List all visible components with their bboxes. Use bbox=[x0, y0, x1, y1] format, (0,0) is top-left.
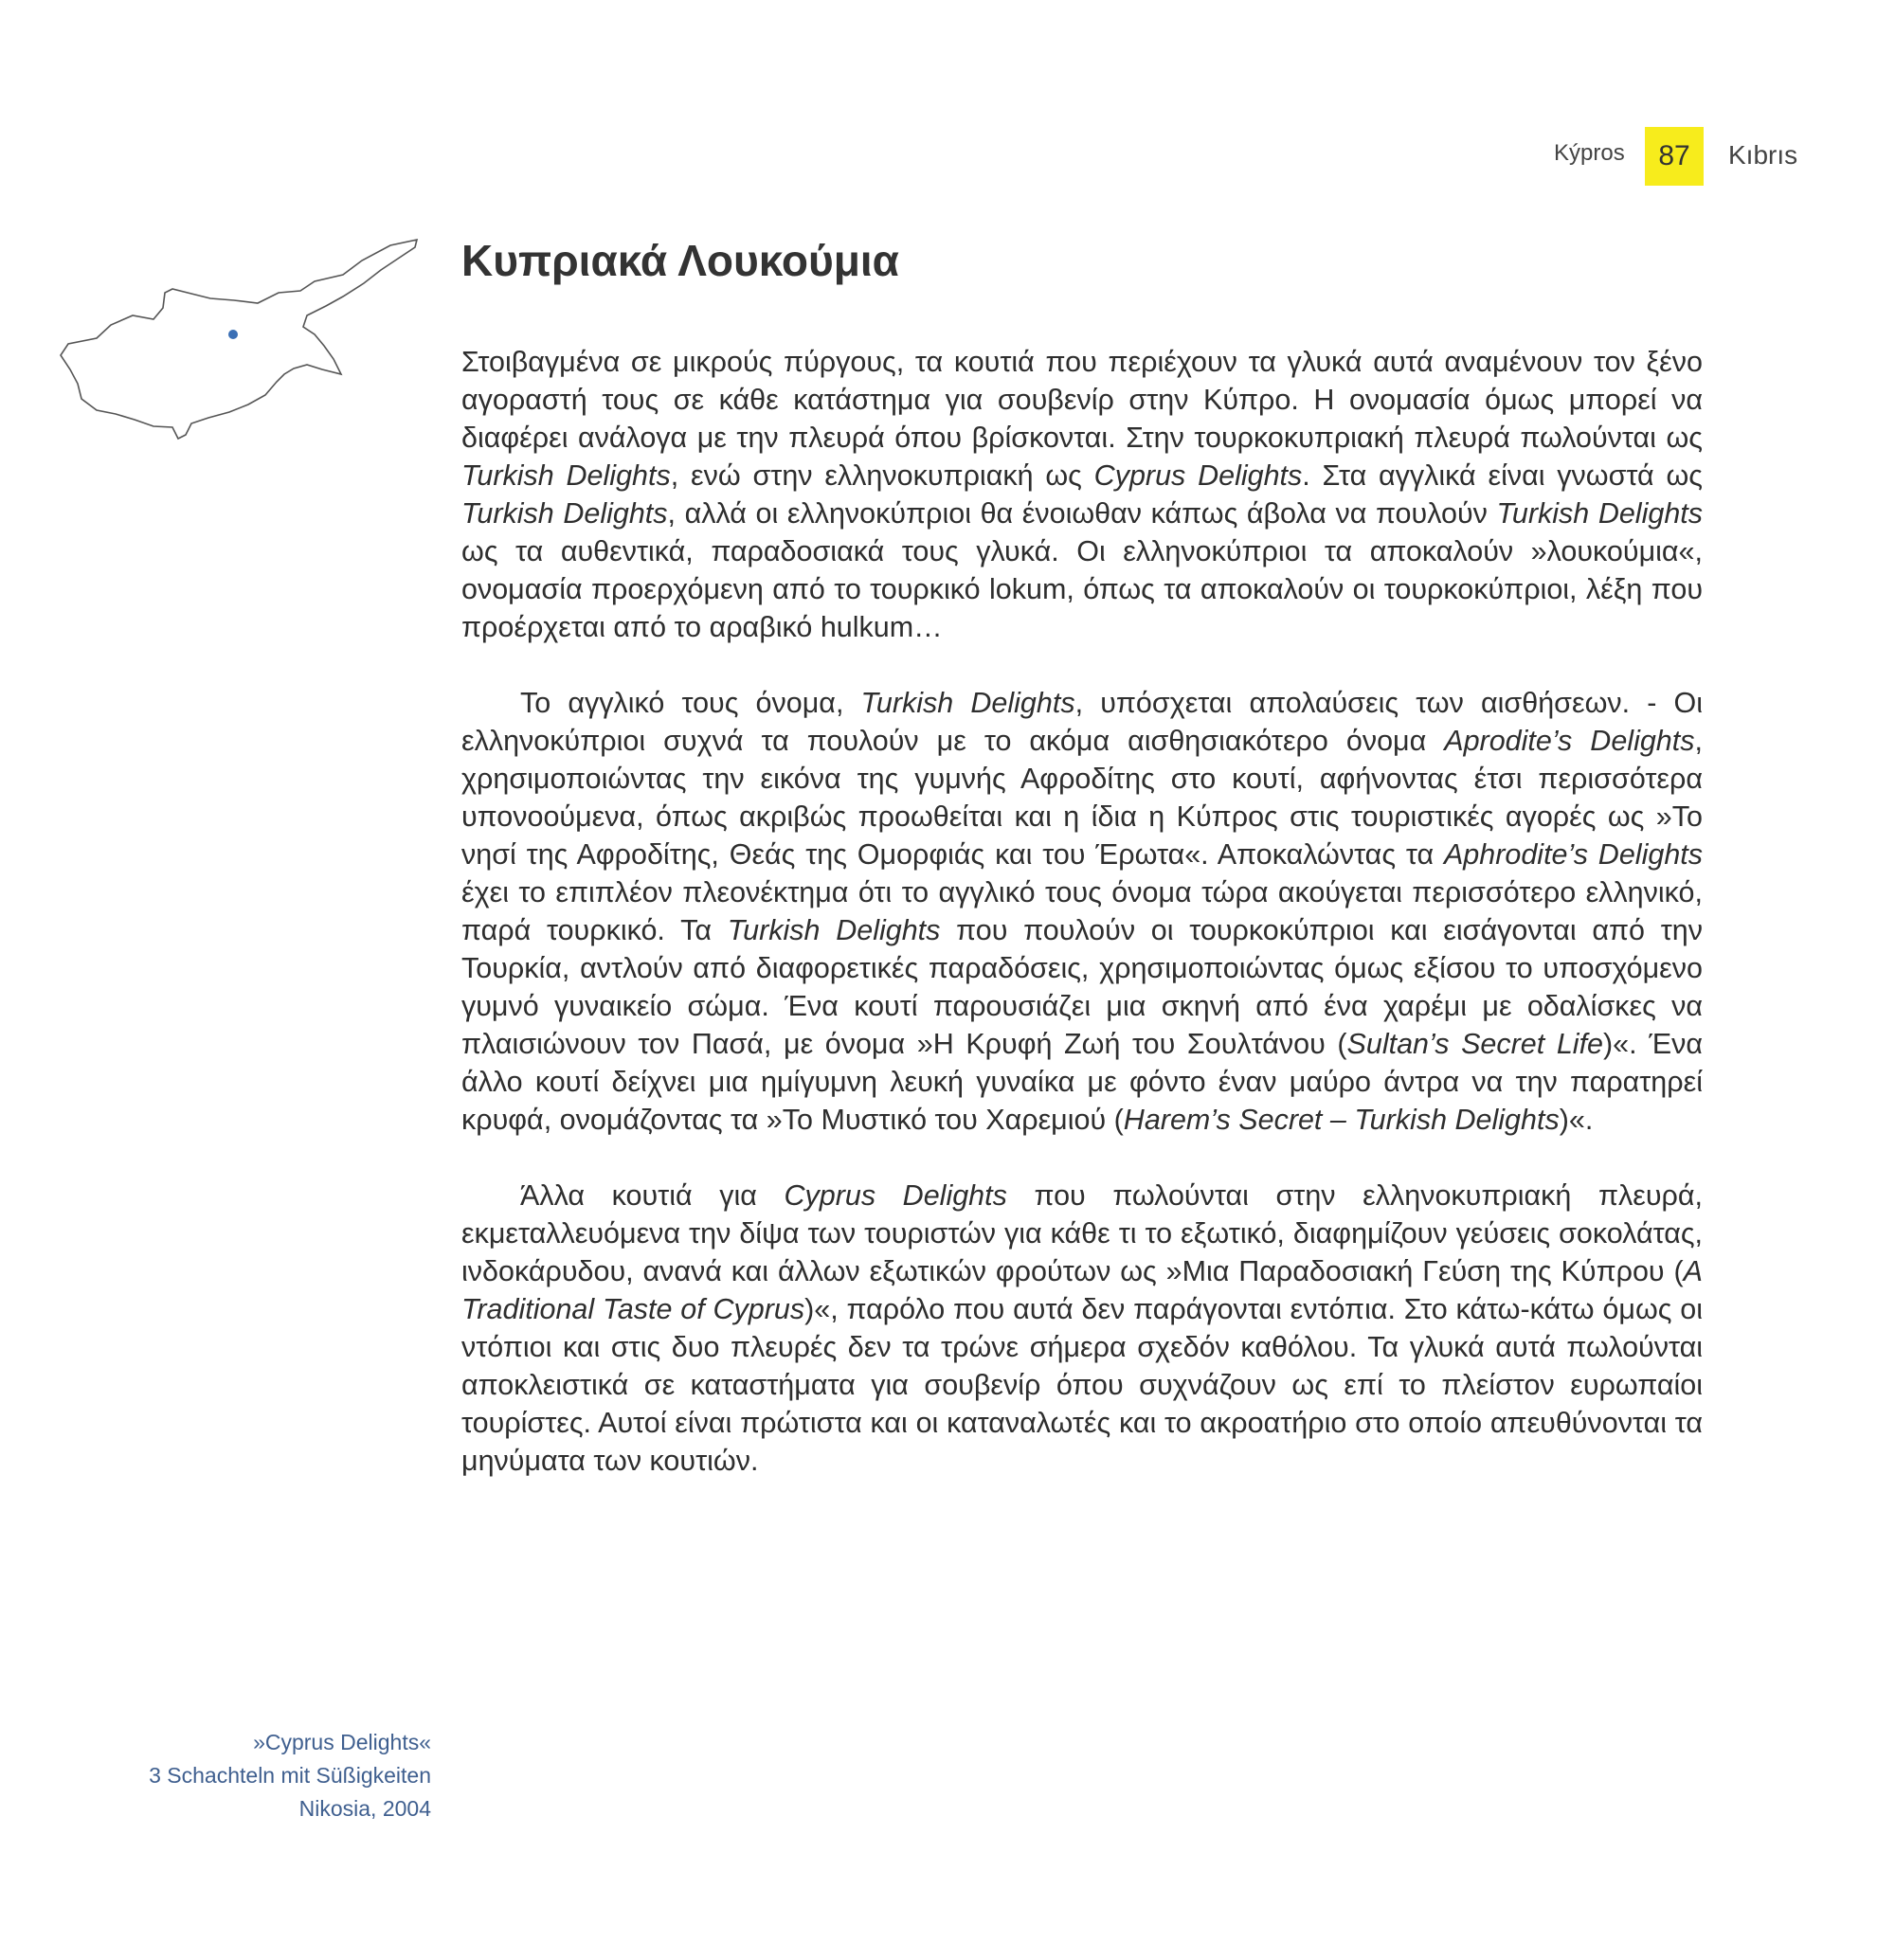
article-body bbox=[461, 343, 1703, 1518]
italic-term: Cyprus Delights bbox=[784, 1179, 1007, 1212]
text-run: που πωλούνται στην ελληνοκυπριακή πλευρά, εκμεταλλευόμενα την δίψα των τουριστών για κάθε τι το εξωτικό, διαφημίζουν γεύσεις σοκολάτας, ινδοκάρυδου, ανανά και άλλων εξωτικών φρούτων ως »Μια Παραδοσιακή Γεύση της Κύπρου ( bbox=[461, 1179, 1703, 1287]
image-caption bbox=[149, 1726, 431, 1825]
header-right-label: Kıbrıs bbox=[1728, 140, 1798, 170]
text-run: . Στα αγγλικά είναι γνωστά ως bbox=[1302, 459, 1703, 492]
text-run: )«. bbox=[1559, 1104, 1594, 1136]
caption-title: »Cyprus Delights« bbox=[253, 1730, 431, 1754]
page-number: 87 bbox=[1645, 127, 1704, 186]
italic-term: Turkish Delights bbox=[461, 459, 671, 492]
italic-term: Sultan’s Secret Life bbox=[1346, 1028, 1604, 1060]
text-run: , υπόσχεται απολαύσεις των αισθήσεων. - Οι ελληνοκύπριοι συχνά τα πουλούν με το ακόμα αισθησιακότερο όνομα bbox=[461, 687, 1704, 757]
text-run: ως τα αυθεντικά, παραδοσιακά τους γλυκά. Οι ελληνοκύπριοι τα αποκαλούν »λουκούμια«, ονομασία προερχόμενη από το τουρκικό lokum, όπως τα αποκαλούν οι τουρκοκύπριοι, λέξη που προέρχεται από το αραβικό hulkum… bbox=[461, 535, 1703, 643]
text-run: που πουλούν οι τουρκοκύπριοι και εισάγονται από την Τουρκία, αντλούν από διαφορετικές παραδόσεις, χρησιμοποιώντας όμως εξίσου το υποσχόμενο γυμνό γυναικείο σώμα. Ένα κουτί παρουσιάζει μια σκηνή από ένα χαρέμι με οδαλίσκες να πλαισιώνουν τον Πασά, με όνομα »Η Κρυφή Ζωή του Σουλτάνου ( bbox=[461, 914, 1703, 1060]
article-title: Κυπριακά Λουκούμια bbox=[461, 236, 899, 285]
italic-term: A Traditional Taste of Cyprus bbox=[461, 1255, 1703, 1325]
location-marker bbox=[228, 330, 238, 339]
text-run: )«. Ένα άλλο κουτί δείχνει μια ημίγυμνη λευκή γυναίκα με φόντο έναν μαύρο άντρα να την παρατηρεί κρυφά, ονομάζοντας τα »Το Μυστικό του Χαρεμιού ( bbox=[461, 1028, 1704, 1136]
caption-place-date: Nikosia, 2004 bbox=[298, 1796, 431, 1821]
caption-description: 3 Schachteln mit Süßigkeiten bbox=[149, 1763, 431, 1788]
italic-term: Turkish Delights bbox=[860, 687, 1075, 719]
italic-term: Aphrodite’s Delights bbox=[1443, 838, 1704, 871]
paragraph bbox=[461, 1177, 1703, 1480]
text-run: έχει το επιπλέον πλεονέκτημα ότι το αγγλικό τους όνομα τώρα ακούγεται περισσότερο ελληνικό, παρά τουρκικό. Τα bbox=[461, 876, 1703, 946]
text-run: Στοιβαγμένα σε μικρούς πύργους, τα κουτιά που περιέχουν τα γλυκά αυτά αναμένουν τον ξένο αγοραστή τους σε κάθε κατάστημα για σουβενίρ στην Κύπρο. Η ονομασία όμως μπορεί να διαφέρει ανάλογα με την πλευρά όπου βρίσκονται. Στην τουρκοκυπριακή πλευρά πωλούνται ως bbox=[461, 346, 1703, 454]
paragraph bbox=[461, 343, 1703, 646]
header-left-label: Kýpros bbox=[1554, 140, 1625, 166]
italic-term: Cyprus Delights bbox=[1093, 459, 1303, 492]
italic-term: Turkish Delights bbox=[727, 914, 941, 946]
text-run: , ενώ στην ελληνοκυπριακή ως bbox=[670, 459, 1094, 492]
paragraph bbox=[461, 684, 1703, 1139]
italic-term: Aprodite’s Delights bbox=[1444, 725, 1695, 757]
text-run: Το αγγλικό τους όνομα, bbox=[520, 687, 861, 719]
text-run: )«, παρόλο που αυτά δεν παράγονται εντόπια. Στο κάτω-κάτω όμως οι ντόπιοι και στις δυο πλευρές δεν τα τρώνε σήμερα σχεδόν καθόλου. Τα γλυκά αυτά πωλούνται αποκλειστικά σε καταστήματα για σουβενίρ όπου συχνάζουν ως επί το πλείστον ευρωπαίοι τουρίστες. Αυτοί είναι πρώτιστα και οι καταναλωτές και το ακροατήριο στο οποίο απευθύνονται τα μηνύματα των κουτιών. bbox=[461, 1293, 1703, 1477]
text-run: , χρησιμοποιώντας την εικόνα της γυμνής Αφροδίτης στο κουτί, αφήνοντας έτσι περισσότερα υπονοούμενα, όπως ακριβώς προωθείται και η ίδια η Κύπρος στις τουριστικές αγορές ως »Το νησί της Αφροδίτης, Θεάς της Ομορφιάς και του Έρωτα«. Αποκαλώντας τα bbox=[461, 725, 1703, 871]
italic-term: Turkish Delights bbox=[461, 497, 668, 530]
text-run: , αλλά οι ελληνοκύπριοι θα ένοιωθαν κάπως άβολα να πουλούν bbox=[667, 497, 1497, 530]
italic-term: Harem’s Secret – Turkish Delights bbox=[1123, 1104, 1560, 1136]
italic-term: Turkish Delights bbox=[1496, 497, 1704, 530]
text-run: Άλλα κουτιά για bbox=[520, 1179, 785, 1212]
page-header bbox=[1516, 127, 1895, 186]
cyprus-map-icon bbox=[59, 232, 419, 450]
